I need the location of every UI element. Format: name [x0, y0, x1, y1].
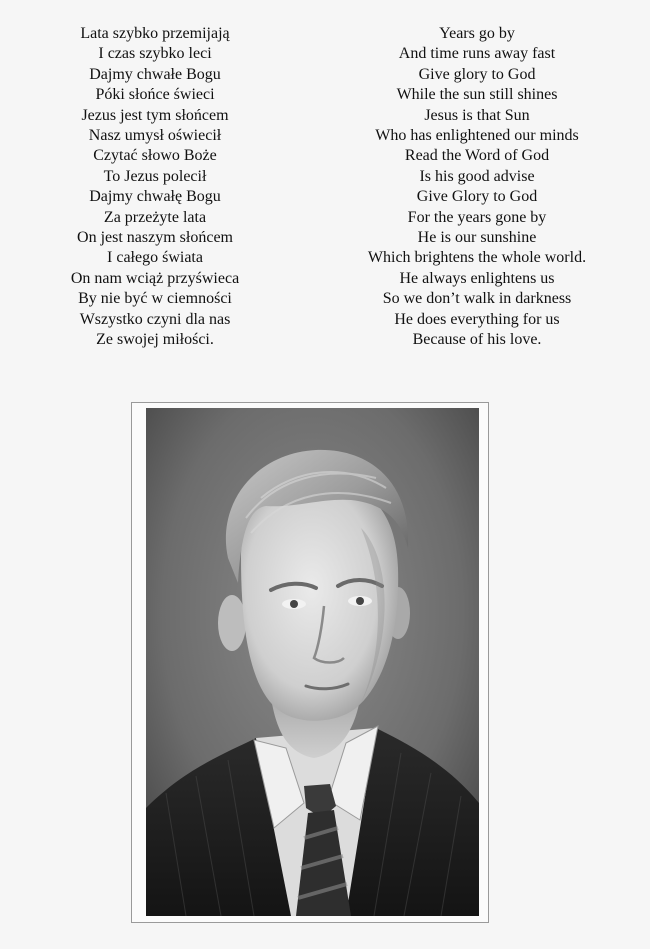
- poem-line: Nasz umysł oświecił: [88, 127, 222, 145]
- poem-line: Czytać słowo Boże: [93, 147, 217, 165]
- poem-line: Dajmy chwałę Bogu: [89, 188, 221, 206]
- poem-line: And time runs away fast: [398, 45, 556, 63]
- poem-line: Years go by: [439, 25, 515, 42]
- portrait-photo: [146, 408, 479, 916]
- poem-line: Lata szybko przemijają: [80, 25, 230, 42]
- poem-line: Who has enlightened our minds: [375, 127, 579, 145]
- poem-line: By nie być w ciemności: [78, 290, 232, 308]
- poem-line: On jest naszym słońcem: [77, 229, 233, 247]
- pupil-right: [356, 597, 364, 605]
- poem-line: Jesus is that Sun: [424, 106, 530, 124]
- poem-line: Give Glory to God: [416, 188, 538, 206]
- poem-line: Give glory to God: [418, 65, 536, 83]
- poem-english: [346, 24, 608, 351]
- poem-line: Wszystko czyni dla nas: [79, 310, 231, 328]
- ear-left: [218, 595, 246, 651]
- poem-polish: [30, 24, 280, 351]
- portrait-illustration: [146, 408, 479, 916]
- poem-line: Jezus jest tym słońcem: [81, 106, 229, 124]
- poem-line: Za przeżyte lata: [103, 208, 207, 226]
- poem-line: To Jezus polecił: [103, 167, 207, 185]
- poem-line: I czas szybko leci: [98, 45, 212, 63]
- poem-line: He does everything for us: [394, 310, 560, 328]
- poem-line: For the years gone by: [407, 208, 547, 226]
- poem-line: Which brightens the whole world.: [367, 249, 587, 267]
- poem-line: Read the Word of God: [404, 147, 550, 165]
- photo-frame: [131, 402, 489, 923]
- poem-line: Dajmy chwałe Bogu: [89, 65, 221, 83]
- poem-line: So we don’t walk in darkness: [382, 290, 572, 308]
- face: [241, 480, 398, 721]
- poem-line: I całego świata: [107, 249, 203, 267]
- poem-line: Is his good advise: [419, 167, 535, 185]
- poem-line: Because of his love.: [412, 331, 542, 349]
- poem-line: Póki słońce świeci: [95, 86, 215, 104]
- poem-line: While the sun still shines: [396, 86, 558, 104]
- poem-line: On nam wciąż przyświeca: [70, 269, 240, 287]
- pupil-left: [290, 600, 298, 608]
- poem-line: Ze swojej miłości.: [96, 331, 214, 349]
- poem-line: He always enlightens us: [399, 269, 555, 287]
- poem-line: He is our sunshine: [417, 229, 537, 247]
